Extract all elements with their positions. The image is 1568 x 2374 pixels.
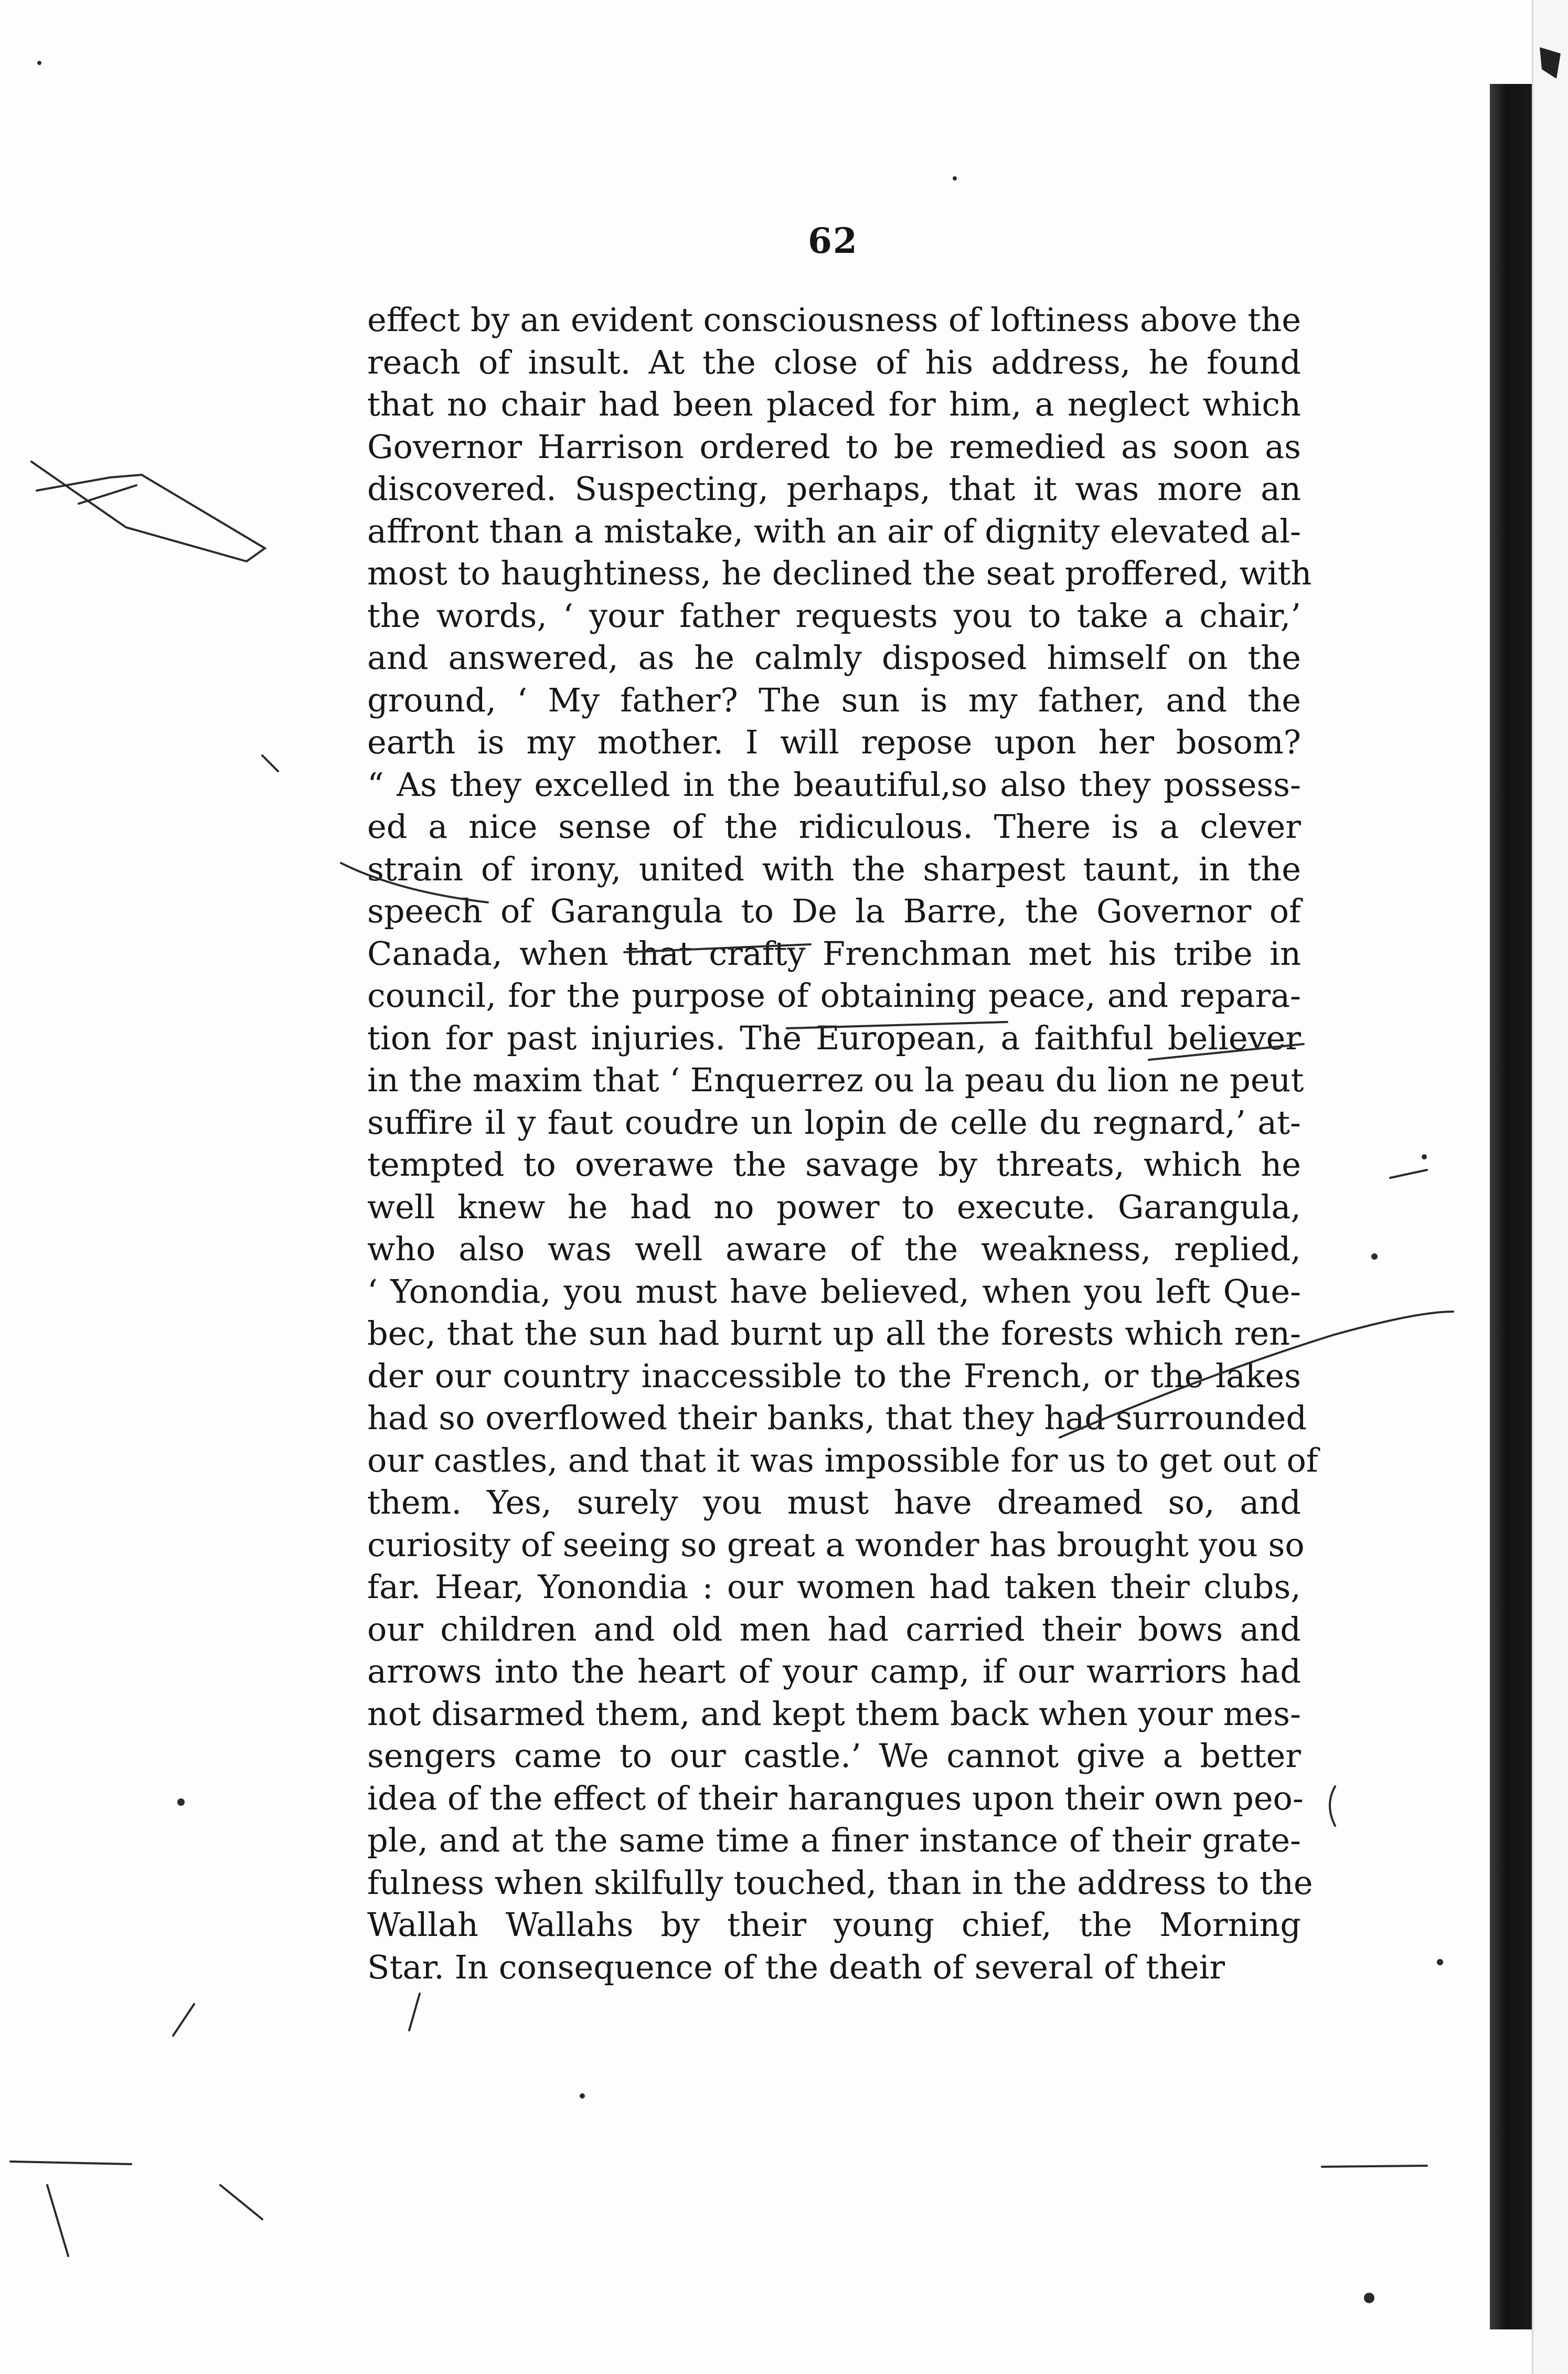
margin-line-bottom-right (1322, 2166, 1427, 2167)
text-line: had so overflowed their banks, that they had surrounded (367, 1399, 1307, 1437)
speck (1422, 1154, 1427, 1159)
margin-tick-left (262, 755, 278, 771)
text-line: idea of the effect of their harangues upon their own peo- (367, 1779, 1304, 1817)
text-line: bec, that the sun had burnt up all the forests which ren- (367, 1314, 1301, 1353)
text-line: effect by an evident consciousness of loftiness above the (367, 301, 1301, 339)
speck (953, 176, 957, 180)
text-line: that no chair had been placed for him, a neglect which (367, 385, 1301, 423)
text-line: curiosity of seeing so great a wonder has brought you so (367, 1525, 1305, 1564)
text-line: sengers came to our castle.’ We cannot give a better (367, 1737, 1301, 1775)
text-line: suffire il y faut coudre un lopin de celle du regnard,’ at- (367, 1103, 1301, 1142)
text-line: most to haughtiness, he declined the seat proffered, with (367, 554, 1312, 592)
text-line: discovered. Suspecting, perhaps, that it was more an (367, 470, 1301, 508)
margin-tick-right (1390, 1170, 1427, 1178)
binding-shadow (1490, 84, 1532, 2329)
text-line: ‘ Yonondia, you must have believed, when you left Que- (367, 1272, 1301, 1311)
margin-stroke-bottom-left (47, 2185, 68, 2256)
text-line: the words, ‘ your father requests you to take a chair,’ (367, 596, 1301, 635)
speck (580, 2093, 585, 2099)
page-edge (1532, 0, 1568, 2374)
text-line: Canada, when that crafty Frenchman met his tribe in (367, 934, 1301, 973)
text-line: tion for past injuries. The European, a faithful believer (367, 1018, 1301, 1057)
text-line: earth is my mother. I will repose upon her bosom? (367, 723, 1301, 761)
text-line: fulness when skilfully touched, than in the address to the (367, 1863, 1313, 1902)
text-line: reach of insult. At the close of his address, he found (367, 343, 1301, 381)
text-line: Governor Harrison ordered to be remedied as soon as (367, 427, 1301, 466)
margin-pen-stroke-upper-left (31, 462, 265, 561)
text-line: not disarmed them, and kept them back when your mes- (367, 1694, 1301, 1733)
text-line: ed a nice sense of the ridiculous. There is a clever (367, 807, 1301, 846)
margin-pen-stroke-upper-left-tail (79, 485, 136, 504)
speck (37, 61, 41, 65)
text-line: strain of irony, united with the sharpest taunt, in the (367, 849, 1301, 888)
text-line: affront than a mistake, with an air of dignity elevated al- (367, 512, 1301, 550)
text-line: Star. In consequence of the death of several of their (367, 1947, 1225, 1986)
speck (1371, 1253, 1378, 1260)
text-line: council, for the purpose of obtaining peace, and repara- (367, 976, 1301, 1015)
text-line: speech of Garangula to De la Barre, the Governor of (367, 892, 1301, 930)
text-line: “ As they excelled in the beautiful,so also they possess- (367, 765, 1301, 804)
margin-line-lower-left-2 (409, 1994, 420, 2030)
page-number: 62 (808, 220, 858, 261)
text-line: and answered, as he calmly disposed himself on the (367, 638, 1301, 677)
text-line: well knew he had no power to execute. Garangula, (367, 1187, 1301, 1226)
text-line: Wallah Wallahs by their young chief, the Morning (367, 1905, 1301, 1944)
text-line: ground, ‘ My father? The sun is my father, and the (367, 680, 1301, 719)
text-line: tempted to overawe the savage by threats, which he (367, 1145, 1301, 1184)
margin-stroke-bottom-middle (220, 2185, 262, 2219)
speck (1364, 2293, 1374, 2303)
margin-line-lower-left-1 (173, 2004, 194, 2036)
text-line: our castles, and that it was impossible for us to get out of (367, 1441, 1318, 1479)
text-line: who also was well aware of the weakness, replied, (367, 1230, 1301, 1268)
speck (177, 1798, 185, 1806)
text-line: in the maxim that ‘ Enquerrez ou la peau du lion ne peut (367, 1061, 1304, 1099)
speck (1437, 1959, 1443, 1965)
margin-paren-right (1330, 1786, 1335, 1826)
text-line: them. Yes, surely you must have dreamed so, and (367, 1483, 1301, 1521)
text-line: ple, and at the same time a finer instance of their grate- (367, 1821, 1301, 1859)
body-text (367, 299, 1318, 1988)
text-line: our children and old men had carried their bows and (367, 1610, 1301, 1648)
text-line: far. Hear, Yonondia : our women had taken their clubs, (367, 1568, 1301, 1606)
text-line: arrows into the heart of your camp, if our warriors had (367, 1652, 1301, 1690)
text-line: der our country inaccessible to the French, or the lakes (367, 1356, 1301, 1395)
margin-line-bottom-left (10, 2162, 131, 2164)
